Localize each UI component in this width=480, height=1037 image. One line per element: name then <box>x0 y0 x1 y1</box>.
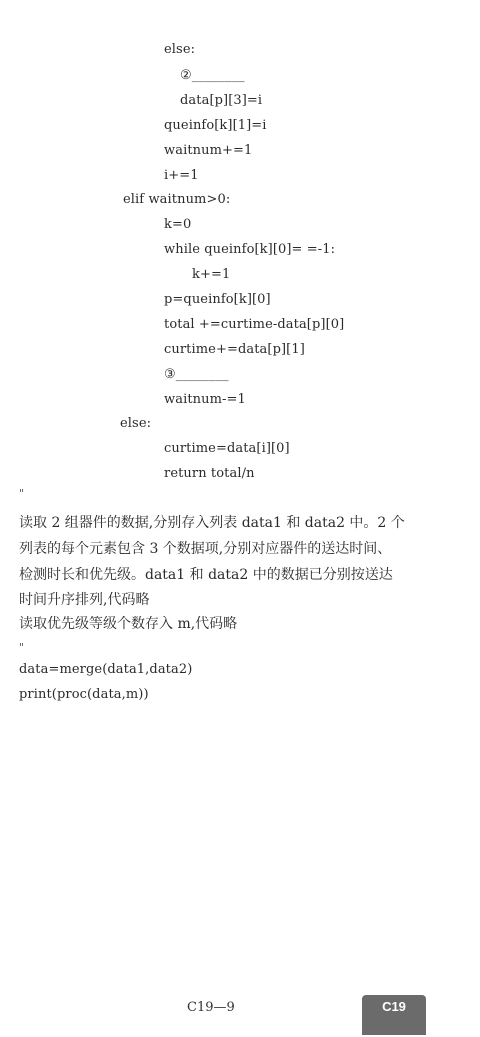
code-line: else: <box>164 42 196 57</box>
description-line: 读取 2 组器件的数据,分别存入列表 data1 和 data2 中。2 个 <box>19 515 405 531</box>
code-line: p=queinfo[k][0] <box>164 292 271 307</box>
code-line: total +=curtime-data[p][0] <box>164 317 345 332</box>
main-code-line: print(proc(data,m)) <box>19 687 149 702</box>
code-line: waitnum-=1 <box>164 392 246 407</box>
quote-mark: " <box>19 487 25 500</box>
section-tab-label: C19 <box>382 999 406 1014</box>
code-line: return total/n <box>164 466 255 481</box>
code-line: i+=1 <box>164 168 199 183</box>
code-line: ③________ <box>164 367 229 382</box>
code-line: else: <box>120 416 152 431</box>
code-line: curtime=data[i][0] <box>164 441 290 456</box>
code-line: k=0 <box>164 217 192 232</box>
code-line: waitnum+=1 <box>164 143 253 158</box>
page-number: C19—9 <box>187 1000 235 1015</box>
code-line: k+=1 <box>192 267 231 282</box>
code-line: while queinfo[k][0]= =-1: <box>164 242 336 257</box>
code-line: queinfo[k][1]=i <box>164 118 267 133</box>
code-line: ②________ <box>180 68 245 83</box>
description-line: 列表的每个元素包含 3 个数据项,分别对应器件的送达时间、 <box>19 541 392 557</box>
code-line: curtime+=data[p][1] <box>164 342 305 357</box>
description-line: 时间升序排列,代码略 <box>19 592 150 608</box>
main-code-line: data=merge(data1,data2) <box>19 662 193 677</box>
code-line: data[p][3]=i <box>180 93 263 108</box>
section-tab <box>362 995 426 1035</box>
description-line: 检测时长和优先级。data1 和 data2 中的数据已分别按送达 <box>19 567 393 583</box>
description-line: 读取优先级等级个数存入 m,代码略 <box>19 616 238 632</box>
code-line: elif waitnum>0: <box>123 192 231 207</box>
quote-mark: " <box>19 641 25 654</box>
